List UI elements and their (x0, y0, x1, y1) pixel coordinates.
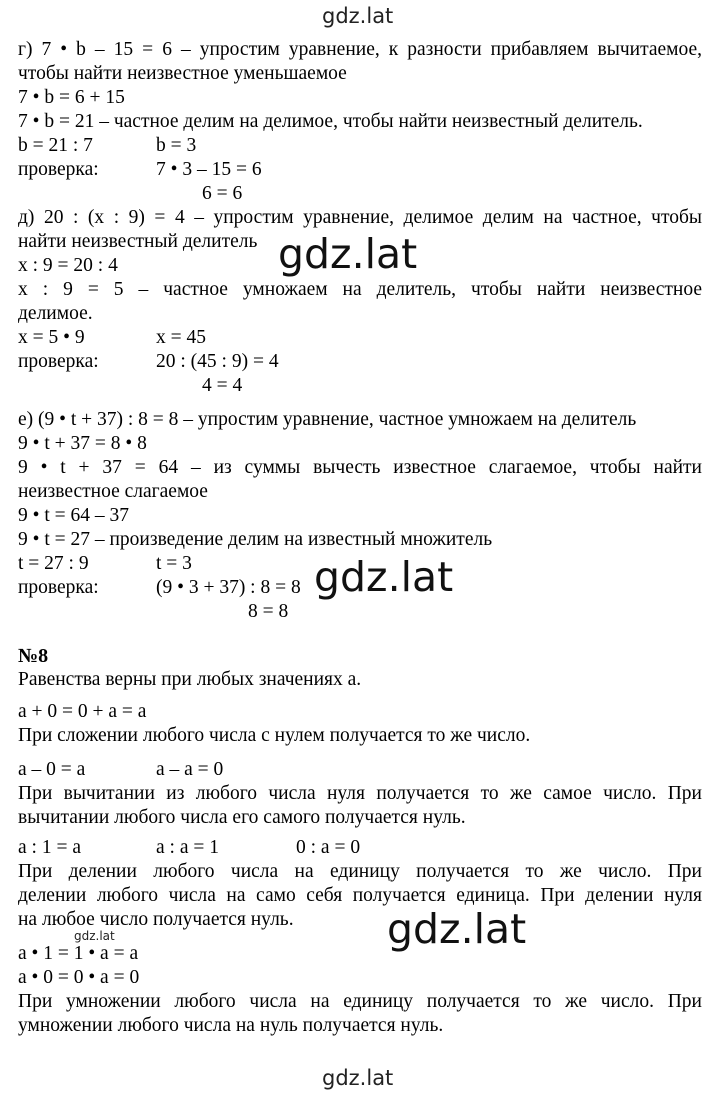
part-e-line-5: 9 • t = 64 – 37 (18, 505, 129, 526)
task-8-para-2a: При вычитании из любого числа нуля получается то же самое число. При (18, 783, 702, 804)
part-g-check-result: 6 = 6 (202, 183, 243, 204)
part-d-line-6b: x = 45 (156, 327, 206, 348)
part-d-line-5: делимое. (18, 303, 93, 324)
part-e-line-6: 9 • t = 27 – произведение делим на известный множитель (18, 529, 493, 550)
part-e-line-7b: t = 3 (156, 553, 192, 574)
part-d-check: 20 : (45 : 9) = 4 (156, 351, 279, 372)
task-8-intro: Равенства верны при любых значениях a. (18, 669, 362, 690)
part-d-line-2: найти неизвестный делитель (18, 231, 258, 252)
part-d-line-1: д) 20 : (x : 9) = 4 – упростим уравнение, делимое делим на частное, чтобы (18, 207, 702, 228)
part-e-line-3: 9 • t + 37 = 64 – из суммы вычесть известное слагаемое, чтобы найти (18, 457, 702, 478)
part-g-check: 7 • 3 – 15 = 6 (156, 159, 262, 180)
watermark-mid-2: gdz.lat (314, 553, 454, 601)
task-8-eq-2b: a – a = 0 (156, 759, 224, 780)
part-e-line-1: е) (9 • t + 37) : 8 = 8 – упростим уравнение, частное умножаем на делитель (18, 409, 637, 430)
part-e-check-result: 8 = 8 (248, 601, 289, 622)
part-g-check-label: проверка: (18, 159, 99, 180)
part-e-line-2: 9 • t + 37 = 8 • 8 (18, 433, 147, 454)
task-8-para-4b: умножении любого числа на нуль получается нуль. (18, 1015, 444, 1036)
part-d-check-label: проверка: (18, 351, 99, 372)
task-8-eq-1: a + 0 = 0 + a = a (18, 701, 147, 722)
part-g-line-1: г) 7 • b – 15 = 6 – упростим уравнение, к разности прибавляем вычитаемое, (18, 39, 702, 60)
part-g-line-3: 7 • b = 6 + 15 (18, 87, 125, 108)
watermark-mid-1: gdz.lat (278, 230, 418, 278)
task-8-eq-3b: a : a = 1 (156, 837, 219, 858)
watermark-mid-3: gdz.lat (387, 905, 527, 953)
task-8-eq-5: a • 0 = 0 • a = 0 (18, 967, 140, 988)
task-8-para-4a: При умножении любого числа на единицу получается то же число. При (18, 991, 702, 1012)
part-g-line-5a: b = 21 : 7 (18, 135, 93, 156)
part-g-line-4: 7 • b = 21 – частное делим на делимое, чтобы найти неизвестный делитель. (18, 111, 643, 132)
task-8-para-3c: на любое число получается нуль. (18, 909, 294, 930)
watermark-bottom: gdz.lat (322, 1066, 394, 1090)
part-e-line-7a: t = 27 : 9 (18, 553, 89, 574)
part-e-line-4: неизвестное слагаемое (18, 481, 208, 502)
task-8-para-2b: вычитании любого числа его самого получается нуль. (18, 807, 466, 828)
task-8-eq-4: a • 1 = 1 • a = a (18, 943, 139, 964)
part-g-line-5b: b = 3 (156, 135, 197, 156)
part-e-check-label: проверка: (18, 577, 99, 598)
task-8-para-1: При сложении любого числа с нулем получается то же число. (18, 725, 531, 746)
watermark-top: gdz.lat (322, 4, 394, 28)
part-d-line-4: x : 9 = 5 – частное умножаем на делитель, чтобы найти неизвестное (18, 279, 702, 300)
task-8-eq-2a: a – 0 = a (18, 759, 86, 780)
task-8-para-3a: При делении любого числа на единицу получается то же число. При (18, 861, 702, 882)
part-e-check: (9 • 3 + 37) : 8 = 8 (156, 577, 301, 598)
task-8-para-3b: делении любого числа на само себя получается единица. При делении нуля (18, 885, 702, 906)
task-8-eq-3c: 0 : a = 0 (296, 837, 361, 858)
part-g-line-2: чтобы найти неизвестное уменьшаемое (18, 63, 347, 84)
part-d-line-6a: x = 5 • 9 (18, 327, 85, 348)
part-d-line-3: x : 9 = 20 : 4 (18, 255, 118, 276)
watermark-tiny: gdz.lat (74, 929, 115, 943)
task-8-heading: №8 (18, 645, 49, 667)
part-d-check-result: 4 = 4 (202, 375, 243, 396)
task-8-eq-3a: a : 1 = a (18, 837, 81, 858)
